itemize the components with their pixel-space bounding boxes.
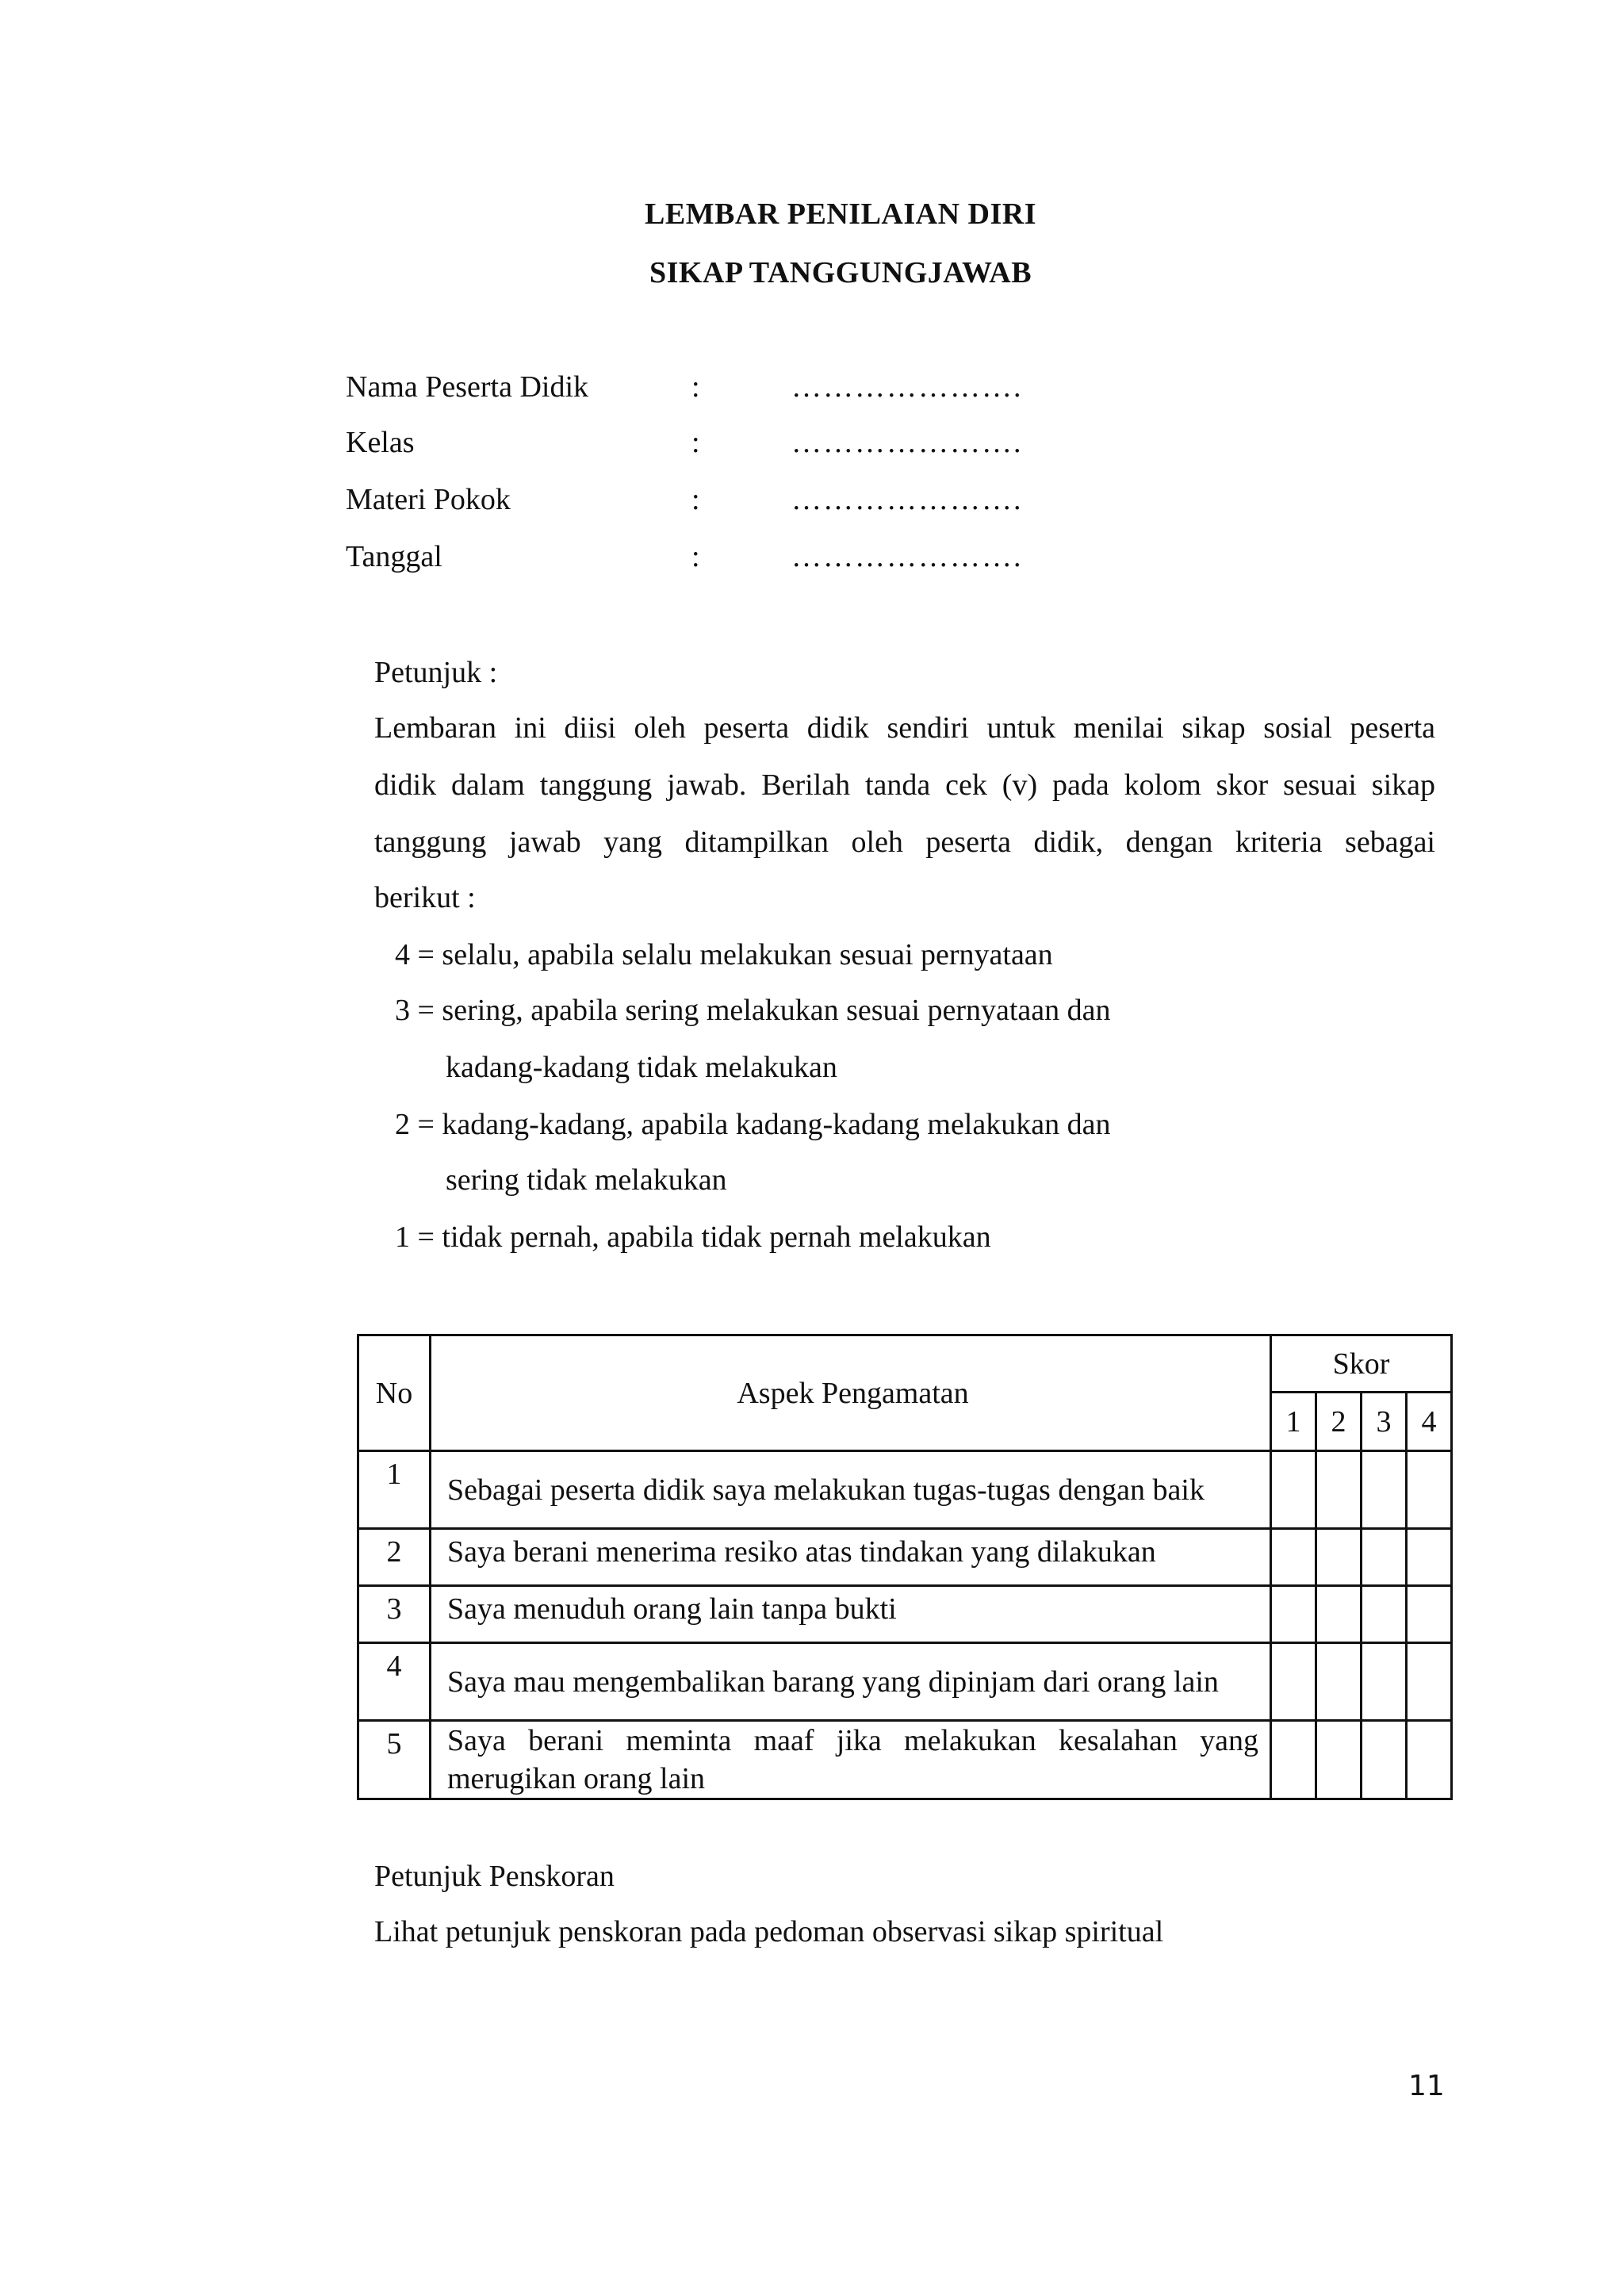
criteria-item: 2 = kadang-kadang, apabila kadang-kadang melakukan dan xyxy=(395,1108,1111,1141)
document-title: LEMBAR PENILAIAN DIRI xyxy=(645,197,1036,231)
instructions-line: berikut : xyxy=(374,881,476,914)
score-cell[interactable] xyxy=(1407,1451,1452,1529)
score-cell[interactable] xyxy=(1362,1721,1407,1799)
row-aspek-cell xyxy=(431,1529,1271,1586)
header-aspek: Aspek Pengamatan xyxy=(431,1335,1271,1451)
score-cell[interactable] xyxy=(1407,1643,1452,1721)
score-cell[interactable] xyxy=(1316,1586,1362,1643)
identity-colon: : xyxy=(691,426,700,459)
criteria-item: 4 = selalu, apabila selalu melakukan sesuai pernyataan xyxy=(395,938,1053,971)
table-row xyxy=(358,1529,1452,1586)
identity-colon: : xyxy=(691,370,700,404)
row-aspek: Sebagai peserta didik saya melakukan tugas-tugas dengan baik xyxy=(447,1473,1205,1507)
instructions-line: tanggung jawab yang ditampilkan oleh peserta didik, dengan kriteria sebagai xyxy=(374,826,1435,859)
page-number: 11 xyxy=(1408,2070,1445,2102)
header-skor: Skor xyxy=(1271,1335,1452,1393)
identity-label: Nama Peserta Didik xyxy=(346,370,589,404)
criteria-item: 3 = sering, apabila sering melakukan sesuai pernyataan dan xyxy=(395,994,1111,1027)
identity-colon: : xyxy=(691,483,700,516)
score-cell[interactable] xyxy=(1362,1643,1407,1721)
row-aspek-cell xyxy=(431,1643,1271,1721)
identity-label: Kelas xyxy=(346,426,415,459)
document-subtitle: SIKAP TANGGUNGJAWAB xyxy=(649,256,1032,289)
instructions-line: didik dalam tanggung jawab. Berilah tanda cek (v) pada kolom skor sesuai sikap xyxy=(374,768,1435,802)
table-header-row xyxy=(358,1335,1452,1393)
row-aspek: Saya berani meminta maaf jika melakukan kesalahan yang merugikan orang lain xyxy=(447,1724,1258,1795)
score-cell[interactable] xyxy=(1271,1451,1316,1529)
table-row xyxy=(358,1643,1452,1721)
header-no: No xyxy=(358,1335,431,1451)
table-row xyxy=(358,1451,1452,1529)
identity-value: …………………. xyxy=(791,540,1023,573)
row-aspek: Saya menuduh orang lain tanpa bukti xyxy=(447,1592,897,1626)
assessment-table xyxy=(357,1334,1453,1800)
row-number: 5 xyxy=(358,1721,431,1799)
score-cell[interactable] xyxy=(1407,1586,1452,1643)
table-row xyxy=(358,1586,1452,1643)
identity-value: …………………. xyxy=(791,370,1023,404)
score-cell[interactable] xyxy=(1271,1643,1316,1721)
score-cell[interactable] xyxy=(1362,1586,1407,1643)
identity-row-topic xyxy=(346,482,1023,522)
row-number: 3 xyxy=(358,1586,431,1643)
table-row xyxy=(358,1721,1452,1799)
identity-value: …………………. xyxy=(791,483,1023,516)
score-cell[interactable] xyxy=(1316,1529,1362,1586)
score-cell[interactable] xyxy=(1271,1529,1316,1586)
identity-label: Materi Pokok xyxy=(346,483,511,516)
row-number: 2 xyxy=(358,1529,431,1586)
criteria-item: 1 = tidak pernah, apabila tidak pernah melakukan xyxy=(395,1220,991,1254)
row-aspek-cell xyxy=(431,1451,1271,1529)
row-aspek: Saya berani menerima resiko atas tindakan yang dilakukan xyxy=(447,1535,1156,1569)
score-column-header: 2 xyxy=(1316,1393,1362,1451)
score-cell[interactable] xyxy=(1316,1721,1362,1799)
score-cell[interactable] xyxy=(1362,1451,1407,1529)
score-cell[interactable] xyxy=(1407,1529,1452,1586)
row-number: 4 xyxy=(358,1643,431,1721)
instructions-line: Lembaran ini diisi oleh peserta didik sendiri untuk menilai sikap sosial peserta xyxy=(374,711,1435,745)
row-aspek-cell xyxy=(431,1721,1271,1799)
score-column-header: 1 xyxy=(1271,1393,1316,1451)
score-cell[interactable] xyxy=(1316,1451,1362,1529)
identity-value: …………………. xyxy=(791,426,1023,459)
instructions-title: Petunjuk : xyxy=(374,656,498,689)
score-column-header: 3 xyxy=(1362,1393,1407,1451)
criteria-item-continued: sering tidak melakukan xyxy=(446,1163,727,1197)
criteria-item-continued: kadang-kadang tidak melakukan xyxy=(446,1051,837,1084)
identity-label: Tanggal xyxy=(346,540,442,573)
score-cell[interactable] xyxy=(1407,1721,1452,1799)
score-column-header: 4 xyxy=(1407,1393,1452,1451)
row-aspek-cell xyxy=(431,1586,1271,1643)
scoring-text: Lihat petunjuk penskoran pada pedoman observasi sikap spiritual xyxy=(374,1915,1164,1948)
row-number: 1 xyxy=(358,1451,431,1529)
identity-row-date xyxy=(346,539,1023,579)
identity-row-class xyxy=(346,425,1023,465)
score-cell[interactable] xyxy=(1271,1721,1316,1799)
score-cell[interactable] xyxy=(1362,1529,1407,1586)
score-cell[interactable] xyxy=(1271,1586,1316,1643)
identity-colon: : xyxy=(691,540,700,573)
scoring-title: Petunjuk Penskoran xyxy=(374,1860,615,1893)
identity-row-name xyxy=(346,370,1023,409)
row-aspek: Saya mau mengembalikan barang yang dipinjam dari orang lain xyxy=(447,1665,1219,1699)
score-cell[interactable] xyxy=(1316,1643,1362,1721)
